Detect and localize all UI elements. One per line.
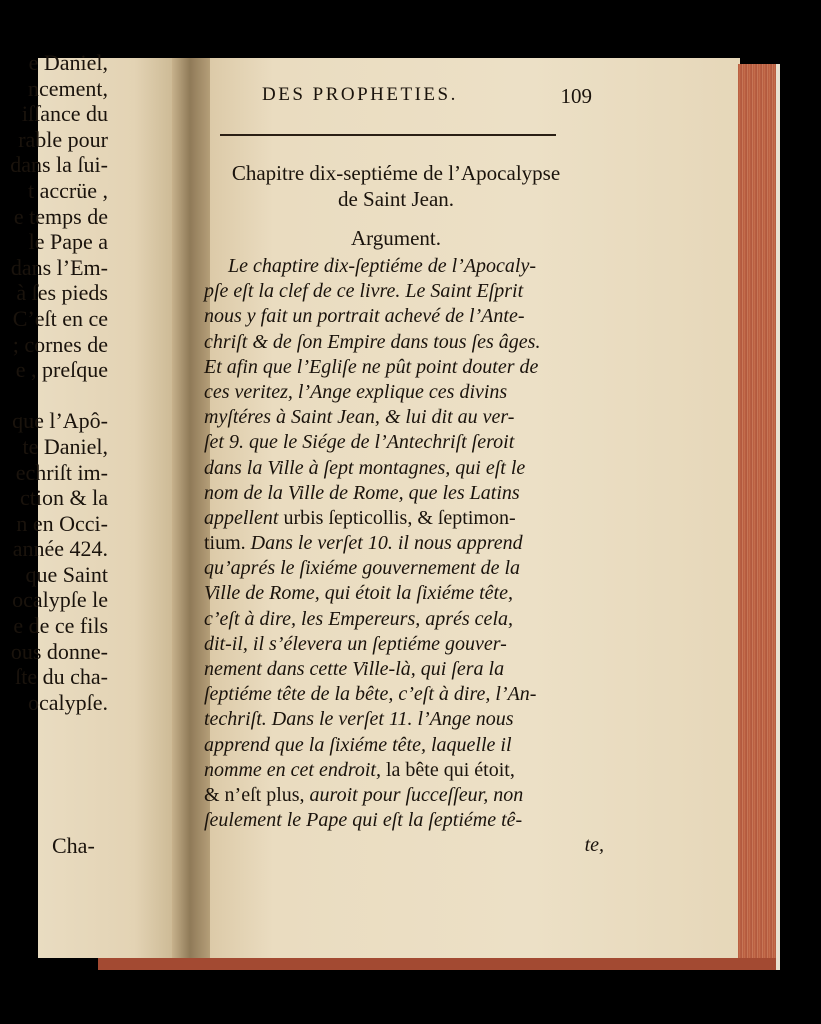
body-line bbox=[204, 405, 604, 430]
page-number: 109 bbox=[560, 84, 592, 108]
italic-text: pſe eſt la clef de ce livre. Le Saint Eſprit bbox=[204, 280, 524, 303]
book-cover-right bbox=[776, 64, 780, 970]
body-line bbox=[204, 330, 604, 355]
body-line bbox=[204, 380, 604, 405]
italic-text: auroit pour ſucceſſeur, non bbox=[309, 783, 524, 806]
left-page-line: e Daniel, bbox=[28, 50, 108, 75]
italic-text: ſet 9. que le Siége de l’Antechriſt ſeroit bbox=[204, 431, 515, 454]
body-line bbox=[204, 682, 604, 707]
roman-text: la bête qui étoit, bbox=[385, 758, 515, 781]
body-line bbox=[204, 506, 604, 531]
roman-text: & n’eſt plus, bbox=[204, 783, 310, 806]
italic-text: techriſt. Dans le verſet 11. l’Ange nous bbox=[204, 708, 514, 731]
left-page-line: à ſes pieds bbox=[16, 280, 108, 306]
left-page-line: e , preſque bbox=[15, 357, 108, 383]
italic-text: nous y fait un portrait achevé de l’Ante- bbox=[204, 305, 525, 328]
left-page-line: ction & la bbox=[20, 485, 108, 511]
body-line bbox=[204, 632, 604, 657]
header-rule bbox=[220, 134, 556, 136]
body-line bbox=[204, 833, 604, 858]
left-page-text bbox=[0, 50, 108, 715]
left-page-line: le Pape a bbox=[28, 229, 108, 255]
italic-text: qu’aprés le ſixiéme gouvernement de la bbox=[204, 557, 521, 580]
body-line bbox=[204, 808, 604, 833]
italic-text: nom de la Ville de Rome, que les Latins bbox=[204, 481, 520, 504]
left-page-line: dans la ſui- bbox=[10, 152, 108, 178]
header-title: DES PROPHETIES. bbox=[262, 84, 458, 105]
chapter-title bbox=[196, 160, 596, 212]
left-page-line: t accrüe , bbox=[28, 177, 108, 203]
italic-text: appellent bbox=[204, 506, 284, 529]
body-line bbox=[204, 430, 604, 455]
body-line bbox=[204, 279, 604, 304]
body-line bbox=[204, 481, 604, 506]
roman-text: tium. bbox=[204, 532, 251, 555]
left-page-line: que Saint bbox=[25, 561, 108, 587]
body-line bbox=[204, 456, 604, 481]
body-line bbox=[204, 607, 604, 632]
body-line bbox=[204, 783, 604, 808]
left-catchword: Cha- bbox=[52, 833, 95, 858]
left-page-line: te Daniel, bbox=[22, 433, 108, 459]
left-page-line: iſſance du bbox=[21, 101, 108, 127]
body-line bbox=[204, 355, 604, 380]
italic-text: dans la Ville à ſept montagnes, qui eſt le bbox=[204, 456, 526, 479]
italic-text: apprend que la ſixiéme tête, laquelle il bbox=[204, 733, 512, 756]
left-page-line bbox=[0, 383, 108, 409]
italic-text: c’eſt à dire, les Empereurs, aprés cela, bbox=[204, 607, 513, 630]
left-page-line: e de ce fils bbox=[13, 613, 108, 639]
italic-text: nement dans cette Ville-là, qui ſera la bbox=[204, 658, 505, 680]
body-line bbox=[204, 556, 604, 581]
italic-text: ſeulement le Pape qui eſt la ſeptiéme tê- bbox=[204, 809, 523, 832]
body-line bbox=[204, 531, 604, 556]
italic-text: myſtéres à Saint Jean, & lui dit au ver- bbox=[204, 406, 515, 429]
left-page-line: n en Occi- bbox=[16, 510, 108, 536]
italic-text: ces veritez, l’Ange explique ces divins bbox=[204, 380, 508, 403]
book-cover-edge bbox=[98, 958, 778, 970]
italic-text: Dans le verſet 10. il nous apprend bbox=[250, 532, 523, 555]
left-page-line: e temps de bbox=[13, 203, 108, 229]
left-page-line: que l’Apô- bbox=[12, 408, 108, 434]
italic-text: chriſt & de ſon Empire dans tous ſes âges. bbox=[204, 330, 541, 353]
body-line bbox=[204, 581, 604, 606]
left-page-line: ocalypſe. bbox=[27, 689, 108, 715]
body-line bbox=[204, 657, 604, 682]
body-line bbox=[204, 707, 604, 732]
left-page-line: echriſt im- bbox=[15, 459, 108, 485]
left-page-line: ; cornes de bbox=[12, 331, 108, 357]
chapter-title-line: de Saint Jean. bbox=[337, 187, 455, 211]
italic-text: Et afin que l’Egliſe ne pût point douter de bbox=[204, 355, 539, 378]
italic-text: dit-il, il s’élevera un ſeptiéme gouver- bbox=[204, 632, 507, 655]
body-line bbox=[204, 254, 604, 279]
chapter-title-line: Chapitre dix-septiéme de l’Apocalypse bbox=[231, 161, 561, 185]
left-page-line: ous donne- bbox=[10, 638, 108, 664]
left-page-line: année 424. bbox=[12, 536, 108, 562]
italic-text: te, bbox=[584, 834, 604, 857]
roman-text: urbis ſepticollis, & ſeptimon- bbox=[283, 506, 516, 529]
body-line bbox=[204, 304, 604, 329]
left-page-line: ſte du cha- bbox=[15, 664, 108, 690]
italic-text: Le chaptire dix-ſeptiéme de l’Apocaly- bbox=[228, 255, 537, 277]
italic-text: ſeptiéme tête de la bête, c’eſt à dire, l’An- bbox=[204, 683, 537, 706]
italic-text: nomme en cet endroit, bbox=[204, 758, 386, 781]
left-page-line: ncement, bbox=[27, 75, 108, 101]
argument-heading: Argument. bbox=[350, 226, 442, 250]
body-line bbox=[204, 758, 604, 783]
left-page-line: rable pour bbox=[18, 126, 108, 152]
body-line bbox=[204, 733, 604, 758]
left-page-line: dans l’Em- bbox=[10, 254, 108, 280]
page-edges bbox=[738, 64, 778, 970]
left-page-line: ocalypſe le bbox=[12, 587, 108, 613]
italic-text: Ville de Rome, qui étoit la ſixiéme tête, bbox=[204, 582, 513, 605]
running-header bbox=[262, 84, 592, 112]
left-page-line: C’eſt en ce bbox=[12, 305, 108, 331]
argument-body bbox=[204, 254, 604, 859]
